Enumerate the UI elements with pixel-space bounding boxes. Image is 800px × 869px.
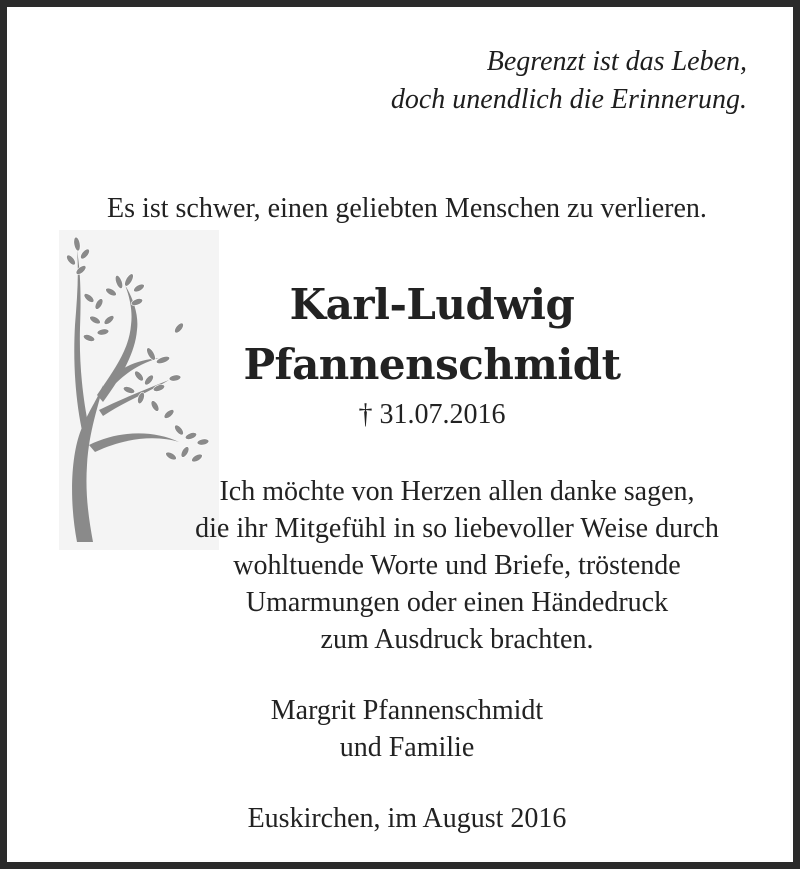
- message-line: zum Ausdruck brachten.: [320, 624, 594, 655]
- place-and-date: Euskirchen, im August 2016: [247, 803, 567, 834]
- deceased-first-name: Karl-Ludwig: [289, 280, 575, 329]
- signature-name: Margrit Pfannenschmidt: [270, 695, 544, 726]
- message-line: Umarmungen oder einen Händedruck: [245, 587, 669, 618]
- signature-family: und Familie: [339, 732, 475, 763]
- epigraph-quote: [391, 43, 747, 119]
- deceased-last-name: Pfannenschmidt: [243, 340, 621, 389]
- intro-text: Es ist schwer, einen geliebten Menschen zu verlieren.: [107, 193, 707, 224]
- message-line: die ihr Mitgefühl in so liebevoller Weise durch: [195, 513, 719, 544]
- message-line: wohltuende Worte und Briefe, tröstende: [233, 550, 681, 581]
- quote-line-1: Begrenzt ist das Leben,: [486, 46, 747, 77]
- thank-you-message: [157, 473, 757, 658]
- deceased-name: [182, 275, 682, 395]
- message-line: Ich möchte von Herzen allen danke sagen,: [219, 476, 695, 507]
- quote-line-2: doch unendlich die Erinnerung.: [390, 84, 747, 115]
- death-date: † 31.07.2016: [358, 399, 506, 430]
- signature: [207, 692, 607, 766]
